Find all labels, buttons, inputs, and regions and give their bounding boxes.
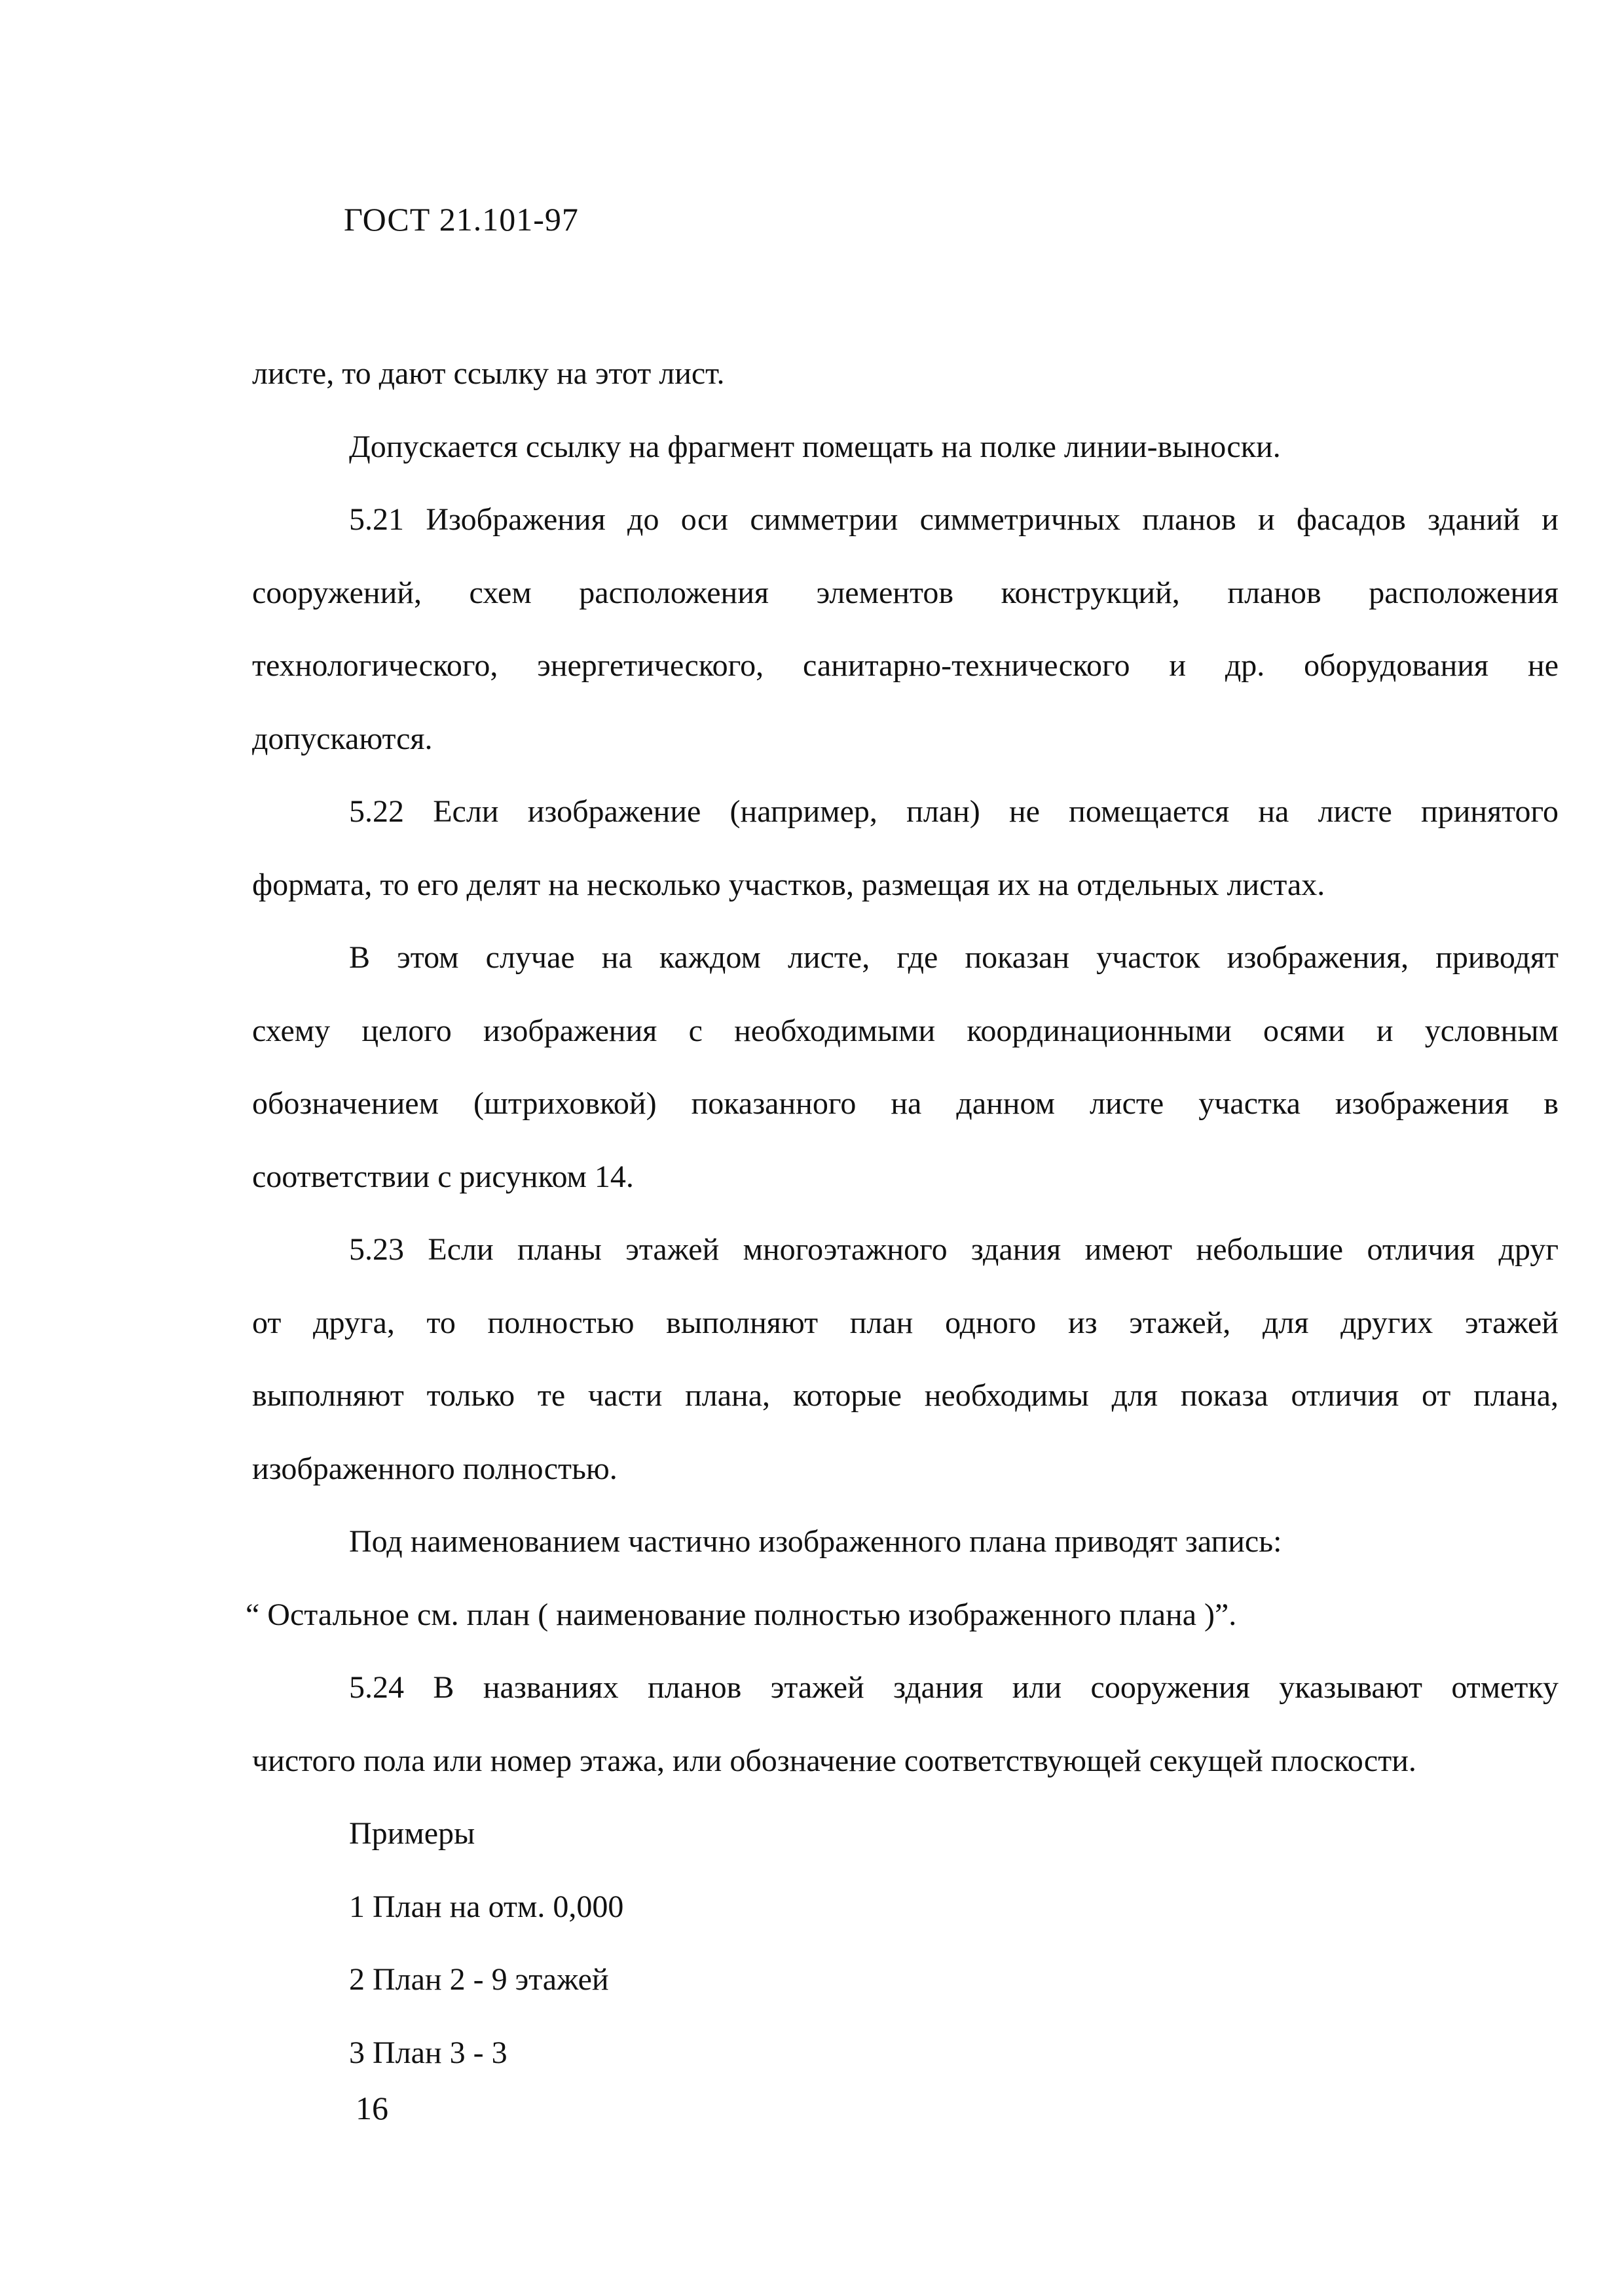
example-item: 3 План 3 - 3	[349, 2035, 507, 2070]
page-number: 16	[356, 2090, 388, 2126]
text-line: В этом случае на каждом листе, где показан участок изображения, приводят	[349, 940, 1559, 975]
example-item: 1 План на отм. 0,000	[349, 1889, 624, 1924]
clause-5-24-start: 5.24 В названиях планов этажей здания или сооружения указывают отметку	[349, 1670, 1559, 1705]
quoted-record: “ Остальное см. план ( наименование полностью изображенного плана )”.	[246, 1597, 1237, 1632]
examples-heading: Примеры	[349, 1816, 475, 1851]
text-line: допускаются.	[252, 721, 433, 756]
clause-5-21-start: 5.21 Изображения до оси симметрии симметричных планов и фасадов зданий и	[349, 502, 1559, 537]
text-line: соответствии с рисунком 14.	[252, 1159, 634, 1194]
text-line: сооружений, схем расположения элементов конструкций, планов расположения	[252, 575, 1559, 610]
text-line: формата, то его делят на несколько участков, размещая их на отдельных листах.	[252, 867, 1325, 902]
text-line: обозначением (штриховкой) показанного на данном листе участка изображения в	[252, 1086, 1559, 1121]
text-line: от друга, то полностью выполняют план одного из этажей, для других этажей	[252, 1305, 1559, 1340]
clause-5-22-start: 5.22 Если изображение (например, план) не помещается на листе принятого	[349, 794, 1559, 829]
document-code: ГОСТ 21.101-97	[344, 201, 579, 238]
clause-5-23-start: 5.23 Если планы этажей многоэтажного здания имеют небольшие отличия друг	[349, 1232, 1559, 1267]
text-line: изображенного полностью.	[252, 1451, 618, 1486]
text-line: схему целого изображения с необходимыми координационными осями и условным	[252, 1013, 1559, 1048]
body-text	[246, 337, 1559, 2089]
text-line: Допускается ссылку на фрагмент помещать на полке линии-выноски.	[349, 429, 1281, 464]
text-line: чистого пола или номер этажа, или обозначение соответствующей секущей плоскости.	[252, 1743, 1416, 1778]
text-line: технологического, энергетического, санитарно-технического и др. оборудования не	[252, 648, 1559, 683]
text-line: листе, то дают ссылку на этот лист.	[252, 356, 725, 391]
example-item: 2 План 2 - 9 этажей	[349, 1962, 609, 1997]
text-line: Под наименованием частично изображенного плана приводят запись:	[349, 1524, 1282, 1559]
text-line: выполняют только те части плана, которые необходимы для показа отличия от плана,	[252, 1378, 1559, 1413]
